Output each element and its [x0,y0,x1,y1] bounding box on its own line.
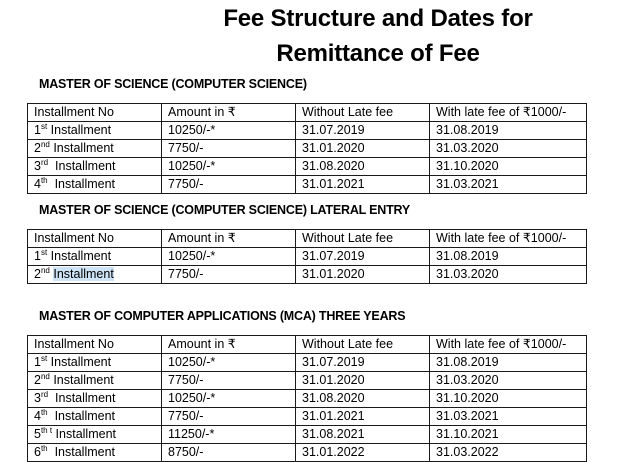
with-late-fee-date: 31.03.2021 [430,176,587,194]
installment-label: Installment [47,409,116,423]
without-late-fee-date: 31.01.2021 [296,408,430,426]
with-late-fee-date: 31.08.2019 [430,248,587,266]
with-late-fee-date: 31.03.2020 [430,266,587,284]
installment-cell [28,122,162,140]
header-with-late-fee: With late fee of ₹1000/- [430,104,587,122]
amount-cell: 10250/-* [162,248,296,266]
installment-ordinal-suffix: rd [40,390,49,399]
installment-cell [28,372,162,390]
installment-ordinal-suffix: st [40,248,48,257]
amount-cell: 10250/-* [162,390,296,408]
table-row [28,426,587,444]
with-late-fee-date: 31.03.2022 [430,444,587,462]
amount-cell: 7750/- [162,266,296,284]
document-title-line1: Fee Structure and Dates for [223,5,533,32]
installment-ordinal-suffix: st [40,354,48,363]
header-installment-no: Installment No [28,230,162,248]
installment-number: 5 [34,427,41,441]
without-late-fee-date: 31.08.2020 [296,158,430,176]
installment-cell [28,176,162,194]
with-late-fee-date: 31.03.2021 [430,408,587,426]
section-heading-msc-cs-lateral: MASTER OF SCIENCE (COMPUTER SCIENCE) LATERAL ENTRY [39,203,411,217]
installment-number: 4 [34,409,41,423]
header-amount: Amount in ₹ [162,336,296,354]
without-late-fee-date: 31.01.2020 [296,372,430,390]
without-late-fee-date: 31.01.2021 [296,176,430,194]
with-late-fee-date: 31.03.2020 [430,140,587,158]
installment-number: 1 [34,355,41,369]
amount-cell: 7750/- [162,408,296,426]
installment-label: Installment [47,355,112,369]
header-with-late-fee: With late fee of ₹1000/- [430,230,587,248]
without-late-fee-date: 31.07.2019 [296,354,430,372]
section-heading-mca: MASTER OF COMPUTER APPLICATIONS (MCA) THREE YEARS [39,309,406,323]
amount-cell: 10250/-* [162,122,296,140]
table-row [28,248,587,266]
with-late-fee-date: 31.08.2019 [430,354,587,372]
installment-label: Installment [47,123,112,137]
table-row [28,444,587,462]
fee-table-msc-cs [27,103,587,194]
installment-cell [28,354,162,372]
installment-ordinal-suffix: nd [40,372,50,381]
table-row [28,372,587,390]
installment-ordinal-suffix: rd [40,158,49,167]
amount-cell: 7750/- [162,372,296,390]
installment-label: Installment [49,141,114,155]
table-header-row [28,336,587,354]
installment-ordinal-suffix: th t [40,426,53,435]
table-row [28,354,587,372]
installment-number: 1 [34,123,41,137]
installment-label: Installment [49,373,114,387]
document-title-line2: Remittance of Fee [276,40,480,67]
without-late-fee-date: 31.08.2020 [296,390,430,408]
header-without-late-fee: Without Late fee [296,336,430,354]
installment-ordinal-suffix: th [40,176,48,185]
installment-ordinal-suffix: st [40,122,48,131]
with-late-fee-date: 31.08.2019 [430,122,587,140]
installment-cell [28,408,162,426]
with-late-fee-date: 31.10.2020 [430,158,587,176]
table-row [28,176,587,194]
table-row [28,408,587,426]
header-without-late-fee: Without Late fee [296,230,430,248]
installment-number: 3 [34,391,41,405]
table-row [28,390,587,408]
with-late-fee-date: 31.10.2021 [430,426,587,444]
header-amount: Amount in ₹ [162,104,296,122]
table-row [28,266,587,284]
installment-cell [28,158,162,176]
installment-cell [28,248,162,266]
without-late-fee-date: 31.01.2020 [296,140,430,158]
installment-label: Installment [48,159,116,173]
installment-number: 4 [34,177,41,191]
installment-ordinal-suffix: th [40,408,48,417]
amount-cell: 8750/- [162,444,296,462]
with-late-fee-date: 31.03.2020 [430,372,587,390]
amount-cell: 7750/- [162,140,296,158]
installment-number: 2 [34,141,41,155]
installment-ordinal-suffix: th [40,444,48,453]
header-amount: Amount in ₹ [162,230,296,248]
header-with-late-fee: With late fee of ₹1000/- [430,336,587,354]
with-late-fee-date: 31.10.2020 [430,390,587,408]
without-late-fee-date: 31.01.2020 [296,266,430,284]
installment-label: Installment [47,177,116,191]
table-header-row [28,104,587,122]
installment-number: 1 [34,249,41,263]
installment-label: Installment [52,427,116,441]
header-installment-no: Installment No [28,104,162,122]
fee-table-msc-cs-lateral [27,229,587,284]
amount-cell: 7750/- [162,176,296,194]
header-installment-no: Installment No [28,336,162,354]
header-without-late-fee: Without Late fee [296,104,430,122]
installment-cell [28,426,162,444]
without-late-fee-date: 31.07.2019 [296,122,430,140]
installment-cell [28,266,162,284]
section-heading-msc-cs: MASTER OF SCIENCE (COMPUTER SCIENCE) [39,77,307,91]
installment-number: 3 [34,159,41,173]
amount-cell: 11250/-* [162,426,296,444]
installment-label-selected: Installment [53,267,114,281]
installment-ordinal-suffix: nd [40,140,50,149]
amount-cell: 10250/-* [162,158,296,176]
installment-ordinal-suffix: nd [40,266,50,275]
amount-cell: 10250/-* [162,354,296,372]
table-row [28,122,587,140]
table-row [28,140,587,158]
table-row [28,158,587,176]
without-late-fee-date: 31.01.2022 [296,444,430,462]
installment-label: Installment [48,391,116,405]
installment-label: Installment [47,249,112,263]
installment-cell [28,390,162,408]
installment-number: 6 [34,445,41,459]
installment-cell [28,444,162,462]
without-late-fee-date: 31.07.2019 [296,248,430,266]
table-header-row [28,230,587,248]
installment-number: 2 [34,267,41,281]
fee-table-mca [27,335,587,462]
installment-cell [28,140,162,158]
installment-label: Installment [47,445,116,459]
without-late-fee-date: 31.08.2021 [296,426,430,444]
installment-number: 2 [34,373,41,387]
